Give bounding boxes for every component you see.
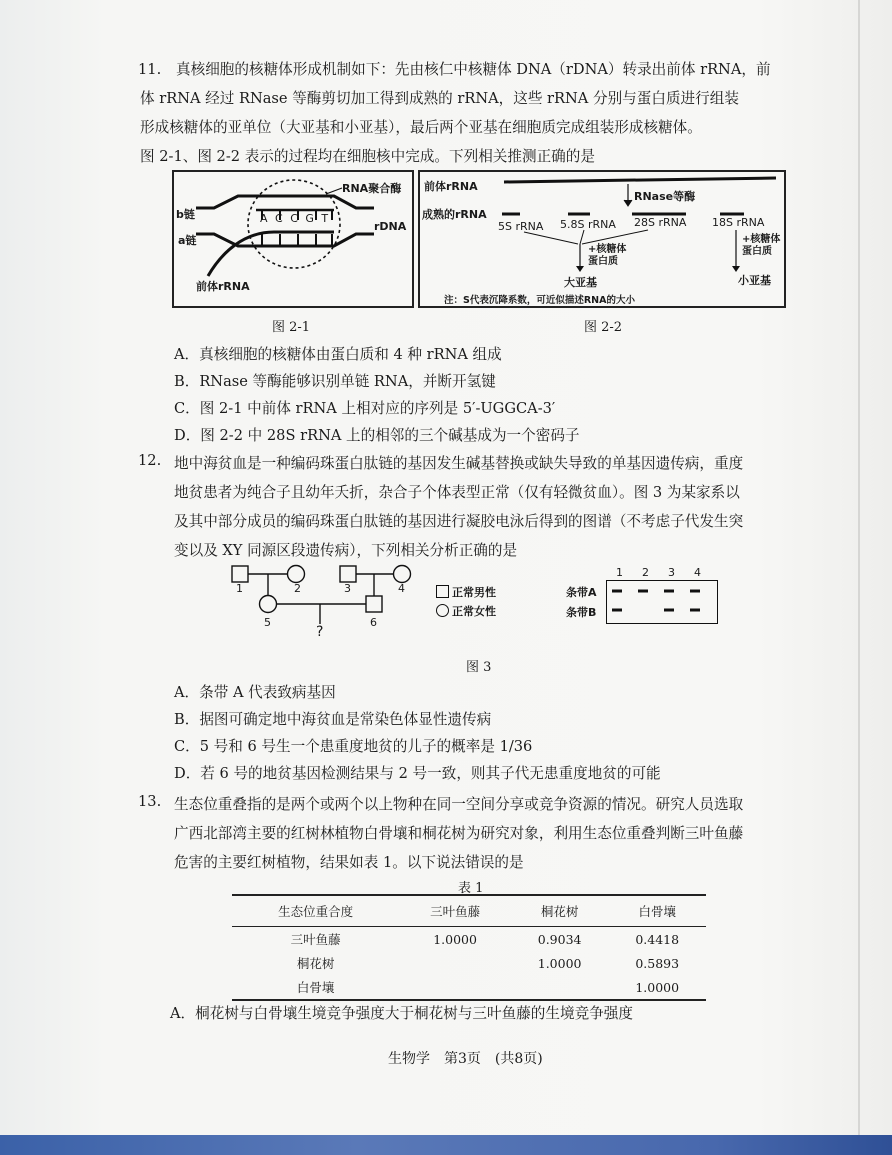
- question-number: 12.: [138, 452, 162, 469]
- option-a: A．条带 A 代表致病基因: [174, 684, 336, 701]
- label-rnase: RNase等酶: [634, 190, 696, 203]
- figure-caption: 图 2-2: [584, 320, 623, 335]
- question-text-line: 形成核糖体的亚单位（大亚基和小亚基），最后两个亚基在细胞质完成组装形成核糖体。: [140, 119, 702, 136]
- figure-2-1: [172, 170, 414, 308]
- question-text-line: 广西北部湾主要的红树林植物白骨壤和桐花树为研究对象，利用生态位重叠判断三叶鱼藤: [174, 825, 744, 842]
- lane-number: 1: [616, 566, 623, 579]
- label-pre-rrna: 前体rRNA: [196, 280, 250, 293]
- pedigree-id: 2: [294, 582, 301, 595]
- pedigree-id: 4: [398, 582, 405, 595]
- label-plus-protein-large: +核糖体 蛋白质: [588, 244, 627, 267]
- option-c: C．5 号和 6 号生一个患重度地贫的儿子的概率是 1/36: [174, 738, 533, 755]
- band-b-label: 条带B: [566, 606, 597, 619]
- label-rdna: rDNA: [374, 220, 407, 233]
- table-caption: 表 1: [458, 881, 484, 896]
- label-b-chain: b链: [176, 208, 195, 221]
- question-text-line: 及其中部分成员的编码珠蛋白肽链的基因进行凝胶电泳后得到的图谱（不考虑子代发生突: [174, 513, 744, 530]
- circle-icon: [436, 604, 449, 617]
- table-header: 白骨壤: [608, 895, 706, 927]
- label-plus-protein-small: +核糖体 蛋白质: [742, 234, 781, 257]
- option-c: C．图 2-1 中前体 rRNA 上相对应的序列是 5′-UGGCA-3′: [174, 400, 556, 417]
- table-header: 三叶鱼藤: [399, 895, 511, 927]
- question-number: 13.: [138, 793, 162, 810]
- label-28s: 28S rRNA: [634, 216, 687, 229]
- niche-overlap-table: [232, 894, 706, 1001]
- question-text-line: 生态位重叠指的是两个或两个以上物种在同一空间分享或竞争资源的情况。研究人员选取: [174, 796, 744, 813]
- pedigree-unknown: ?: [316, 624, 324, 640]
- pedigree-id: 5: [264, 616, 271, 629]
- legend-male: 正常男性: [452, 586, 496, 599]
- option-d: D．若 6 号的地贫基因检测结果与 2 号一致，则其子代无患重度地贫的可能: [174, 765, 661, 782]
- question-text-line: 体 rRNA 经过 RNase 等酶剪切加工得到成熟的 rRNA，这些 rRNA 分别与蛋白质进行组装: [140, 90, 739, 107]
- question-text-line: 真核细胞的核糖体形成机制如下：先由核仁中核糖体 DNA（rDNA）转录出前体 rRNA，前: [176, 61, 771, 78]
- figure-caption: 图 2-1: [272, 320, 311, 335]
- table-cell: 白骨壤: [232, 975, 399, 1000]
- label-5s: 5S rRNA: [498, 220, 544, 233]
- figure-2-2: [418, 170, 786, 308]
- label-5-8s: 5.8S rRNA: [560, 218, 616, 231]
- table-cell: [511, 975, 609, 1000]
- option-d: D．图 2-2 中 28S rRNA 上的相邻的三个碱基成为一个密码子: [174, 427, 580, 444]
- table-header: 桐花树: [511, 895, 609, 927]
- table-cell: 三叶鱼藤: [290, 932, 341, 947]
- pedigree-legend: [436, 584, 546, 624]
- base-sequence: A C C G T: [260, 212, 331, 225]
- page-fold: [858, 0, 860, 1135]
- table-cell: 1.0000: [608, 975, 706, 1000]
- table-cell: 桐花树: [296, 956, 335, 971]
- label-pre-rrna-2: 前体rRNA: [424, 180, 478, 193]
- label-large-subunit: 大亚基: [564, 276, 597, 289]
- table-cell: 0.4418: [635, 931, 680, 947]
- lane-number: 4: [694, 566, 701, 579]
- question-text-line: 地中海贫血是一种编码珠蛋白肽链的基因发生碱基替换或缺失导致的单基因遗传病，重度: [174, 455, 744, 472]
- label-small-subunit: 小亚基: [738, 274, 771, 287]
- question-text-line: 变以及 XY 同源区段遗传病），下列相关分析正确的是: [174, 542, 518, 559]
- lane-number: 3: [668, 566, 675, 579]
- option-b: B．据图可确定地中海贫血是常染色体显性遗传病: [174, 711, 492, 728]
- pedigree-id: 3: [344, 582, 351, 595]
- lane-number: 2: [642, 566, 649, 579]
- page-footer: 生物学 第3页 (共8页): [388, 1051, 543, 1067]
- table-cell: 0.5893: [635, 955, 680, 971]
- label-rna-polymerase: RNA聚合酶: [342, 182, 402, 195]
- table-header-row: [232, 895, 706, 927]
- question-text-line: 图 2-1、图 2-2 表示的过程均在细胞核中完成。下列相关推测正确的是: [140, 148, 595, 165]
- label-mature-rrna: 成熟的rRNA: [422, 208, 487, 221]
- pedigree-lines: [228, 560, 428, 650]
- table-cell: [399, 951, 511, 975]
- table-row: [232, 927, 706, 952]
- table-cell: [399, 975, 511, 1000]
- table-header: 生态位重合度: [232, 895, 399, 927]
- label-a-chain: a链: [178, 234, 197, 247]
- table-row: [232, 951, 706, 975]
- question-text-line: 危害的主要红树植物，结果如表 1。以下说法错误的是: [174, 854, 524, 871]
- gel-electrophoresis: [566, 566, 726, 626]
- square-icon: [436, 585, 449, 598]
- gel-bands: [606, 580, 716, 622]
- question-text-line: 地贫患者为纯合子且幼年夭折，杂合子个体表型正常（仅有轻微贫血）。图 3 为某家系以: [174, 484, 740, 501]
- table-cell: 0.9034: [537, 931, 582, 947]
- option-b: B．RNase 等酶能够识别单链 RNA，并断开氢键: [174, 373, 496, 390]
- label-18s: 18S rRNA: [712, 216, 765, 229]
- option-a: A．桐花树与白骨壤生境竞争强度大于桐花树与三叶鱼藤的生境竞争强度: [170, 1005, 633, 1022]
- figure-note: 注：S代表沉降系数，可近似描述RNA的大小: [444, 295, 635, 306]
- pedigree-id: 6: [370, 616, 377, 629]
- figure-caption: 图 3: [466, 660, 492, 675]
- legend-female: 正常女性: [452, 605, 496, 618]
- option-a: A．真核细胞的核糖体由蛋白质和 4 种 rRNA 组成: [174, 346, 502, 363]
- pedigree-id: 1: [236, 582, 243, 595]
- table-row: [232, 975, 706, 1000]
- table-cell: 1.0000: [433, 931, 477, 947]
- desk-background: [0, 1135, 892, 1155]
- band-a-label: 条带A: [566, 586, 597, 599]
- pedigree-chart: [228, 560, 428, 650]
- table-cell: 1.0000: [537, 955, 582, 971]
- question-number: 11.: [138, 61, 162, 78]
